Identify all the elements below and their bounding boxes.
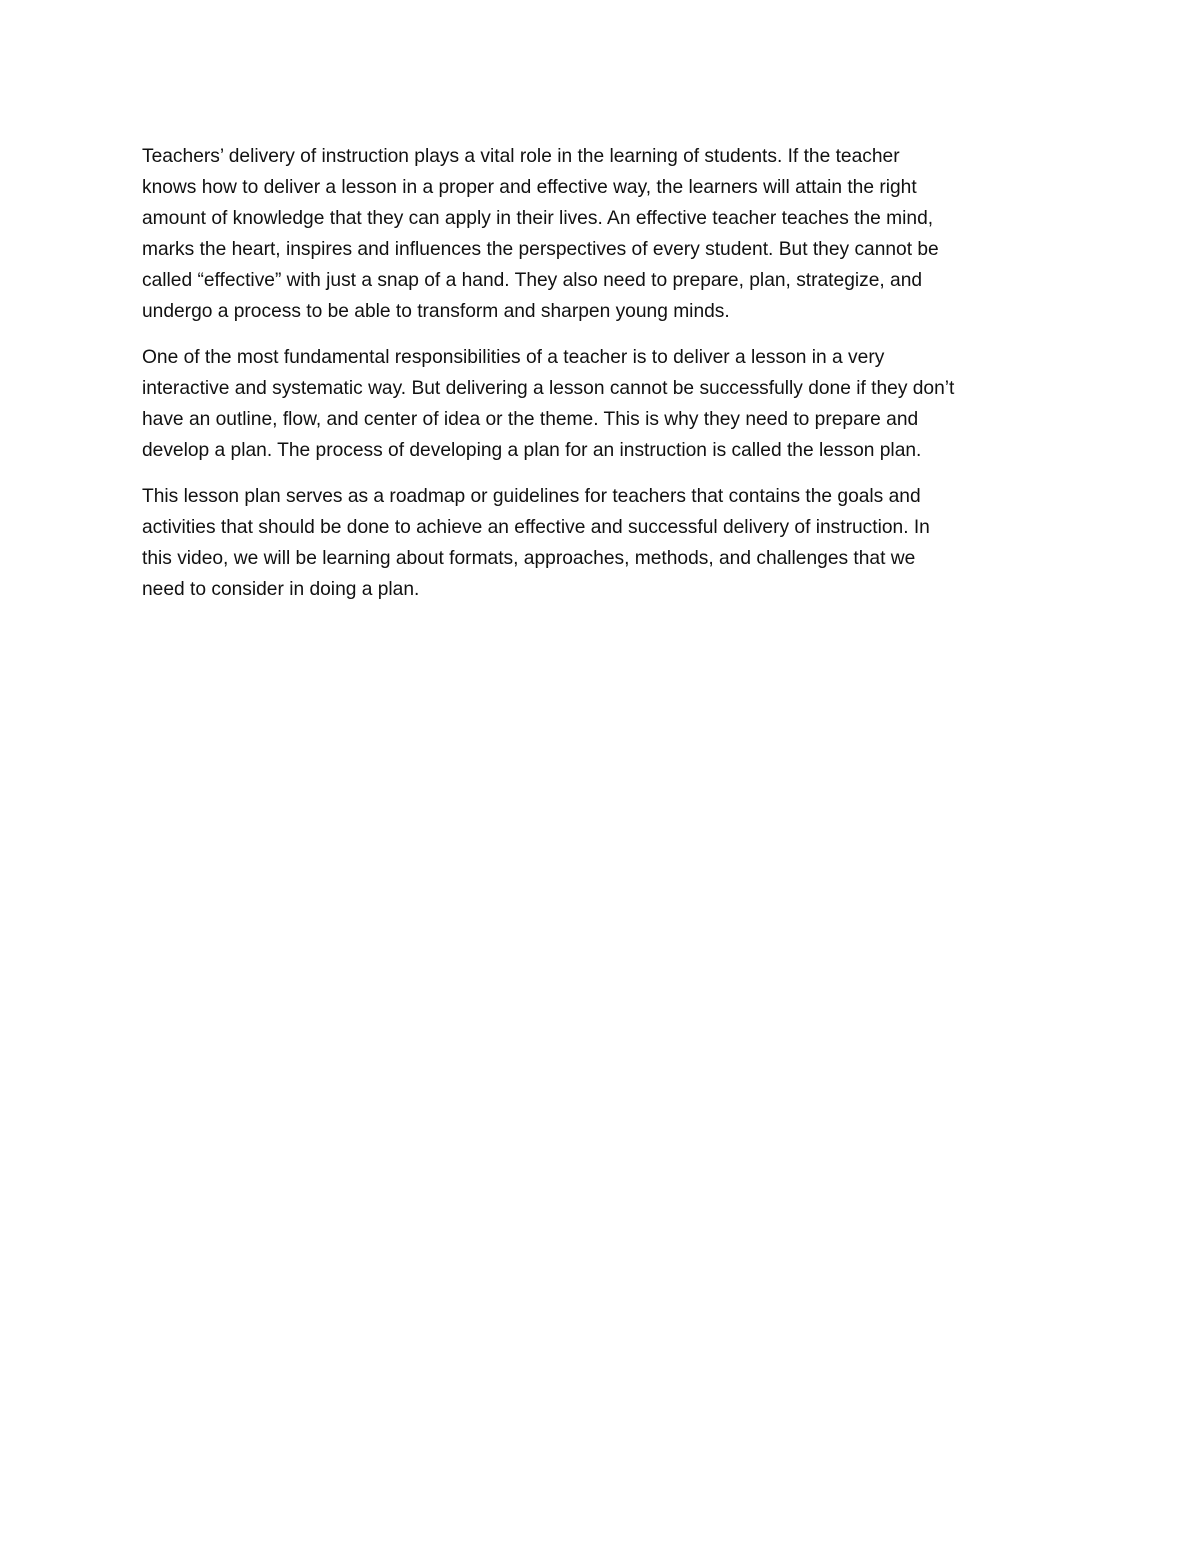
paragraph-line: knows how to deliver a lesson in a proper and effective way, the learners will attain the right [142, 177, 917, 198]
paragraph-line: Teachers’ delivery of instruction plays a vital role in the learning of students. If the teacher [142, 146, 900, 167]
paragraph-line: marks the heart, inspires and influences the perspectives of every student. But they cannot be [142, 239, 939, 260]
paragraph-2 [142, 342, 1062, 466]
paragraph-line: undergo a process to be able to transform and sharpen young minds. [142, 301, 730, 322]
document-body [142, 141, 1062, 620]
paragraph-line: activities that should be done to achieve an effective and successful delivery of instruction. In [142, 517, 930, 538]
paragraph-line: amount of knowledge that they can apply in their lives. An effective teacher teaches the mind, [142, 208, 934, 229]
paragraph-line: called “effective” with just a snap of a hand. They also need to prepare, plan, strategize, and [142, 270, 923, 291]
paragraph-line: have an outline, flow, and center of idea or the theme. This is why they need to prepare and [142, 409, 919, 430]
paragraph-line: interactive and systematic way. But delivering a lesson cannot be successfully done if they don’t [142, 378, 955, 399]
paragraph-1 [142, 141, 1062, 327]
paragraph-line: This lesson plan serves as a roadmap or guidelines for teachers that contains the goals and [142, 486, 921, 507]
paragraph-line: this video, we will be learning about formats, approaches, methods, and challenges that we [142, 548, 916, 569]
paragraph-line: develop a plan. The process of developing a plan for an instruction is called the lesson plan. [142, 440, 922, 461]
paragraph-line: need to consider in doing a plan. [142, 579, 420, 600]
paragraph-line: One of the most fundamental responsibilities of a teacher is to deliver a lesson in a very [142, 347, 885, 368]
paragraph-3 [142, 481, 1062, 605]
